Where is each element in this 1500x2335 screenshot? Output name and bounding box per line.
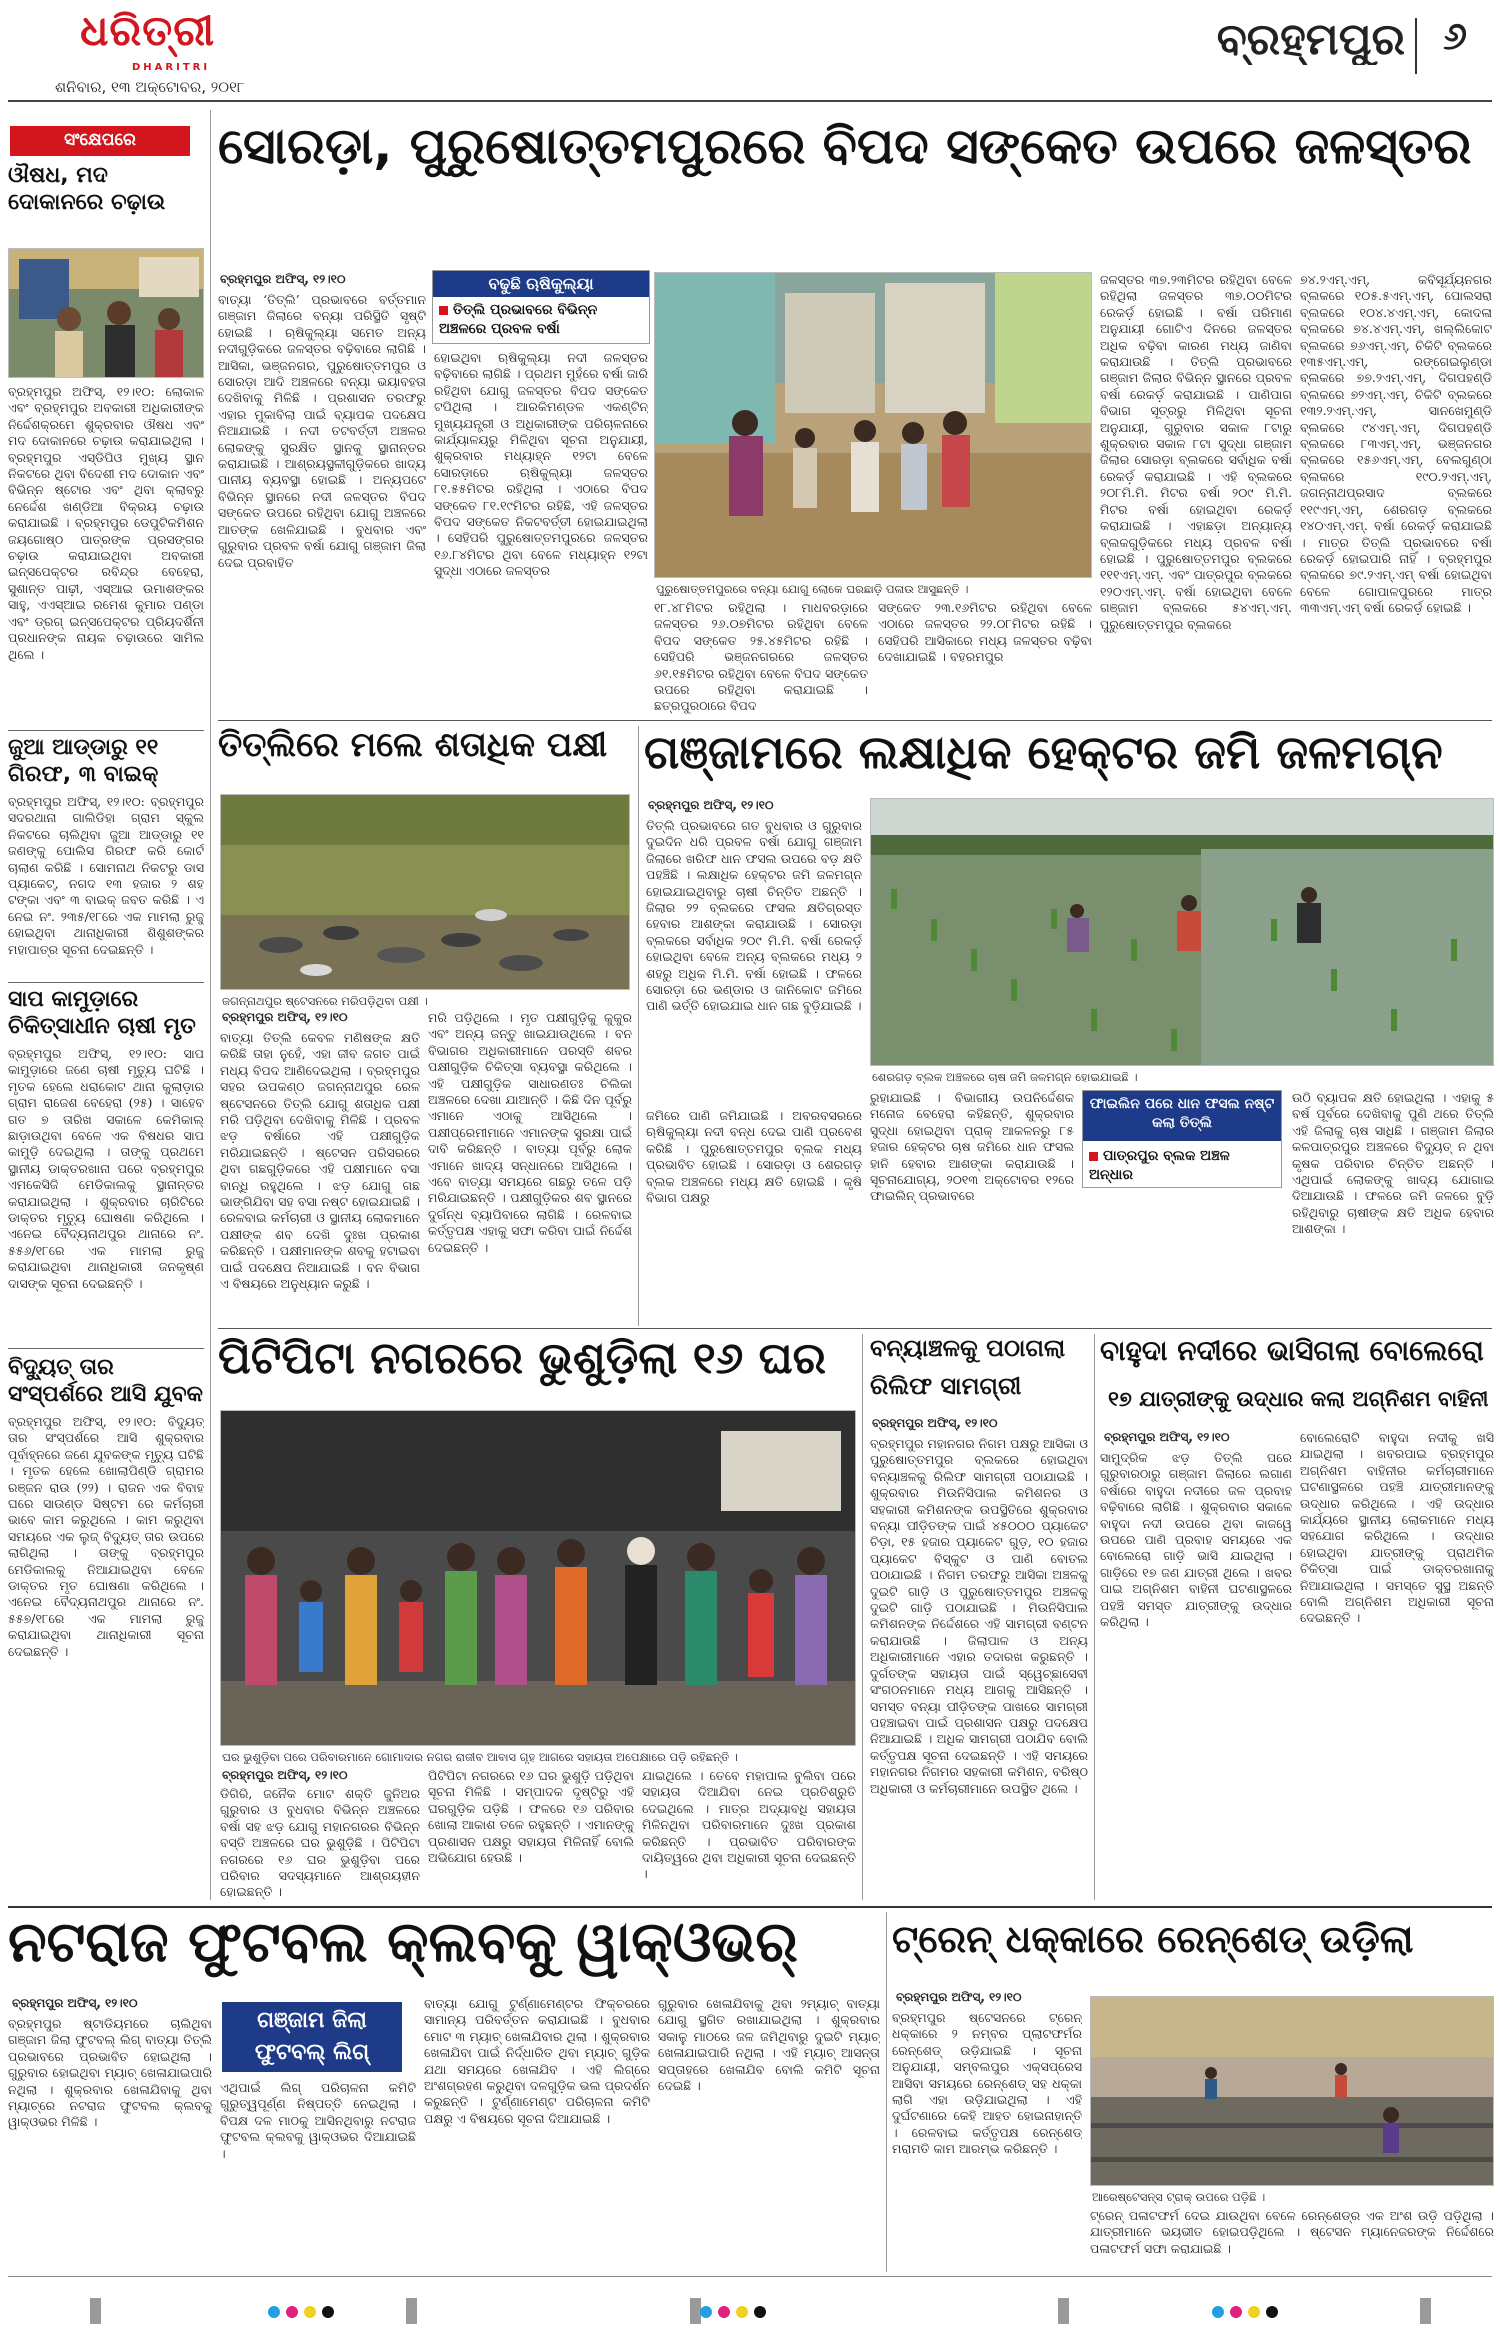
football-col4: ଗୁରୁବାର ଖେଳାଯିବାକୁ ଥିବା ୨ମ୍ୟାଚ୍ ବାତ୍ୟା ଯୋଗୁ ସ୍ଥଗିତ ରଖାଯାଇଥିଲା । ଶୁକ୍ରବାର ସକାଳୁ ମାଠରେ ଜଳ ଜମିଥିବାରୁ ଦୁଇଟି ମ୍ୟାଚ୍ ଖେଳାଯାଇପାରି ନଥିଲା । ଏହି ମ୍ୟାଚ୍ ଆସନ୍ତା ସପ୍ତାହରେ ଖେଳାଯିବ ବୋଲି କମିଟି ସୂଚନା ଦେଇଛି ।: [658, 1996, 880, 2094]
registration-dot-black: [754, 2306, 766, 2318]
lead-sidebar-title: ବଢୁଛି ଋଷିକୁଲ୍ୟା: [433, 271, 649, 297]
relief-headline-1: ବନ୍ୟାଞ୍ଚଳକୁ ପଠାଗଲା: [870, 1336, 1066, 1362]
train-col1: ବ୍ରହ୍ମପୁର ଷ୍ଟେସନରେ ଟ୍ରେନ୍ ଧକ୍କାରେ ୨ ନମ୍ବର ପ୍ଲାଟଫର୍ମର ରେନ୍ଶେଡ୍ ଉଡ଼ିଯାଇଛି । ସୂଚନା ଅନୁଯାୟୀ, ସମ୍ବଲପୁର ଏକ୍ସପ୍ରେସ ଆସିବା ସମୟରେ ରେନ୍ଶେଡ୍ ସହ ଧକ୍କା ଲାଗି ଏହା ଉଡ଼ିଯାଇଥିଲା । ଏହି ଦୁର୍ଘଟଣାରେ କେହି ଆହତ ହୋଇନାହାନ୍ତି । ରେଳବାଇ କର୍ତ୍ତୃପକ୍ଷ ରେନ୍ଶେଡ୍ ମରାମତି କାମ ଆରମ୍ଭ କରିଛନ୍ତି ।: [892, 2010, 1082, 2157]
football-train-rule: [886, 1912, 887, 2272]
bullet-square-icon: [1089, 1152, 1098, 1161]
brief-divider-1: [8, 730, 204, 731]
page-number: ୬: [1443, 14, 1467, 58]
brief-3-title: ସାପ କାମୁଡ଼ାରେ ଚିକିତ୍ସାଧୀନ ଚାଷୀ ମୃତ: [8, 987, 196, 1039]
lead-col3: ୧୮.୪୮ମିଟର ରହିଥିଲା । ମାଧବରଡ଼ାରେ ଜଳସ୍ତର ୨୬.୦୭ମିଟର ରହିଥିବା ବେଳେ ବିପଦ ସଙ୍କେତ ୨୫.୪୫ମିଟର ରହିଛି । ସେହିପରି ଭଞ୍ଜନଗରରେ ଜଳସ୍ତର ୬୧.୧୫ମିଟର ରହିଥିବା ବେଳେ ବିପଦ ସଙ୍କେତ ଉପରେ ରହିଥିବା କରାଯାଇଛି । ଛତ୍ରପୁରଠାରେ ବିପଦ: [654, 600, 868, 714]
crops-col3: ଜମିରେ ପାଣି ଜମିଯାଇଛି । ଅବରବସରରେ ଋଷିକୁଲ୍ୟା ନଦୀ ବନ୍ଧ ଦେଇ ପାଣି ପ୍ରବେଶ କରିଛି । ପୁରୁଷୋତ୍ତମପୁର ବ୍ଲକ ମଧ୍ୟ ପ୍ରଭାବିତ ହୋଇଛି । ସୋରଡ଼ା ଓ ଶେରଗଡ଼ ବ୍ଲକ ଅଞ୍ଚଳରେ ମଧ୍ୟ କ୍ଷତି ହୋଇଛି । କୃଷି ବିଭାଗ ପକ୍ଷରୁ: [646, 1108, 862, 1206]
registration-dot-black: [1266, 2306, 1278, 2318]
homeless-families-image: [221, 1411, 856, 1746]
lead-sidebar: [432, 270, 650, 344]
brief-1-photo: [8, 248, 204, 378]
relief-dateline: ବ୍ରହ୍ମପୁର ଅଫିସ୍, ୧୨।୧୦: [872, 1416, 998, 1430]
brief-4-title: ବିଦ୍ୟୁତ୍ ତାର ସଂସ୍ପର୍ଶରେ ଆସି ଯୁବକ: [8, 1355, 203, 1407]
crops-col1: ତିତ୍ଲି ପ୍ରଭାବରେ ଗତ ବୁଧବାର ଓ ଗୁରୁବାର ଦୁଇଦିନ ଧରି ପ୍ରବଳ ବର୍ଷା ଯୋଗୁ ଗଞ୍ଜାମ ଜିଲାରେ ଖରିଫ ଧାନ ଫସଲ ଉପରେ ବଡ଼ କ୍ଷତି ପହଞ୍ଚିଛି । ଲକ୍ଷାଧିକ ହେକ୍ଟର ଜମି ଜଳମଗ୍ନ ହୋଇଯାଇଥିବାରୁ ଚାଷୀ ଚିନ୍ତିତ ଅଛନ୍ତି । ଜିଲାର ୨୨ ବ୍ଲକରେ ଫସଲ କ୍ଷତିଗ୍ରସ୍ତ ହେବାର ଆଶଙ୍କା କରାଯାଉଛି । ସୋରଡ଼ା ବ୍ଲକରେ ସର୍ବାଧିକ ୨୦୯ ମି.ମି. ବର୍ଷା ରେକର୍ଡ଼ ହୋଇଥିବା ବେଳେ ଅନ୍ୟ ବ୍ଲକରେ ମଧ୍ୟ ୨ ଶହରୁ ଅଧିକ ମି.ମି. ବର୍ଷା ହୋଇଛି । ଫଳରେ ସୋରଡ଼ା ରେ ଭଣ୍ଡାର ଓ ଜାନିକୋଟ ଜମିରେ ପାଣି ଭର୍ତ୍ତି ହୋଇଯାଇ ଧାନ ଗଛ ବୁଡ଼ିଯାଇଛି ।: [646, 818, 862, 1014]
registration-dot-cyan: [1212, 2306, 1224, 2318]
football-headline: ନଟରାଜ ଫୁଟବଲ କ୍ଲବକୁ ୱାକ୍ଓଭର୍: [8, 1914, 798, 1975]
registration-dot-black: [322, 2306, 334, 2318]
brief-kicker: ସଂକ୍ଷେପରେ: [10, 126, 190, 156]
houses-col2: ପିଟିପିଟା ନଗରରେ ୧୬ ଘର ଭୁଶୁଡ଼ି ପଡ଼ିଥିବା ସୂଚନା ମିଳିଛି । ସମ୍ପାଦକ ଦୃଷ୍ଟିରୁ ଏହି ଘରଗୁଡ଼ିକ ପଡ଼ିଛି । ଫଳରେ ୧୬ ପରିବାର ଖୋଲା ଆକାଶ ତଳେ ରହୁଛନ୍ତି । ଏମାନଙ୍କୁ ପ୍ରଶାସନ ପକ୍ଷରୁ ସହାୟତା ମିଳିନାହିଁ ବୋଲି ଅଭିଯୋଗ ହେଉଛି ।: [428, 1768, 634, 1866]
football-col1: ବ୍ରହ୍ମପୁର ଷ୍ଟାଡିୟମରେ ଚାଲିଥିବା ଗଞ୍ଜାମ ଜିଲା ଫୁଟବଲ୍ ଲିଗ୍ ବାତ୍ୟା ତିତ୍ଲି ପ୍ରଭାବରେ ପ୍ରଭାବିତ ହୋଇଥିଲା । ଗୁରୁବାର ହୋଇଥିବା ମ୍ୟାଚ୍ ଖେଳାଯାଇପାରି ନଥିଲା । ଶୁକ୍ରବାର ଖେଳାଯିବାକୁ ଥିବା ମ୍ୟାଚ୍ରେ ନଟରାଜ ଫୁଟବଲ କ୍ଲବକୁ ୱାକ୍ଓଭର ମିଳିଛି ।: [8, 2016, 212, 2130]
birds-dateline: ବ୍ରହ୍ମପୁର ଅଫିସ୍, ୧୨।୧୦: [222, 1010, 348, 1024]
dead-birds-image: [221, 795, 630, 990]
logo: [80, 6, 300, 70]
crops-sidebar: [1082, 1090, 1282, 1188]
registration-block: [90, 2298, 101, 2324]
houses-col3: ଯାଇଥିଲେ । ତେବେ ମହାପାଲ ବୁଲିବା ପରେ ସହାୟତା ଦିଆଯିବା ନେଇ ପ୍ରତିଶ୍ରୁତି ଦେଇଥିଲେ । ମାତ୍ର ଅଦ୍ୟାବଧି ସହାୟତା ମିଳିନଥିବା ପରିବାରମାନେ ଦୁଃଖ ପ୍ରକାଶ କରିଛନ୍ତି । ପ୍ରଭାବିତ ପରିବାରଙ୍କ ଦାୟିତ୍ୱରେ ଥିବା ଅଧିକାରୀ ସୂଚନା ଦେଇଛନ୍ତି ।: [642, 1768, 856, 1882]
train-col2: ଟ୍ରେନ୍ ପଳାଟଫର୍ମ ଦେଇ ଯାଉଥିବା ବେଳେ ରେନ୍ଶେଡ୍ର ଏକ ଅଂଶ ଉଡ଼ି ପଡ଼ିଥିଲା । ଯାତ୍ରୀମାନେ ଭୟଭୀତ ହୋଇପଡ଼ିଥିଲେ । ଷ୍ଟେସନ ମ୍ୟାନେଜରଙ୍କ ନିର୍ଦ୍ଦେଶରେ ପଳାଟଫର୍ମ ସଫା କରାଯାଇଛି ।: [1090, 2208, 1494, 2256]
registration-dot-cyan: [268, 2306, 280, 2318]
brief-1-body: ବ୍ରହ୍ମପୁର ଅଫିସ୍, ୧୨।୧୦: ଲୋକାଳ ଏବଂ ବ୍ରହ୍ମପୁର ଅବକାରୀ ଅଧିକାରୀଙ୍କ ନିର୍ଦ୍ଦେଶକ୍ରମେ ଶୁକ୍ରବାର ଔଷଧ ଏବଂ ମଦ ଦୋକାନରେ ଚଢ଼ାଉ କରାଯାଇଥିଲା । ବ୍ରହ୍ମପୁର ଏସ୍ଡିପିଓ ମୁଖ୍ୟ ସ୍ଥାନ ନିକଟରେ ଥିବା ବିଦେଶୀ ମଦ ଦୋକାନ ଏବଂ ବିଭିନ୍ନ ଷ୍ଟୋର ଏବଂ ଥିବା କ୍ଲାବରୁ ନେର୍ଦ୍ଦେଶ ଖଣ୍ଡିଆ ବିକ୍ରୟ ଚଢ଼ାଉ କରାଯାଇଛି । ବ୍ରହ୍ମପୁର ଡେପୁଟିକମିଶନ ଜୟଗୋଷ୍ଠ ପାତ୍ରଙ୍କ ପ୍ରସଙ୍ଗର ଚଢ଼ାଉ କରାଯାଇଥିବା ଅବକାରୀ ଇନ୍ସପେକ୍ଟର ରବିନ୍ଦ୍ର ବେହେରା, ସୁଶାନ୍ତ ପାଢ଼ୀ, ଏସ୍ଆଇ ଉମାଶଙ୍କର ସାହୁ, ଏଏସ୍ଆଇ ରମେଶ କୁମାର ପଣ୍ଡା ଏବଂ ଡ୍ରଗ୍ ଇନ୍ସପେକ୍ଟର ପ୍ରିୟଦର୍ଶିନୀ ପ୍ରଧାନଙ୍କ ନାୟକ ଚଢ଼ାଉରେ ସାମିଲ ଥିଲେ ।: [8, 384, 204, 662]
crops-dateline: ବ୍ରହ୍ମପୁର ଅଫିସ୍, ୧୨।୧୦: [648, 798, 774, 812]
birds-headline: ତିତ୍ଲିରେ ମଲେ ଶତାଧିକ ପକ୍ଷୀ: [218, 728, 608, 765]
brief-2-body: ବ୍ରହ୍ମପୁର ଅଫିସ୍, ୧୨।୧୦: ବ୍ରହ୍ମପୁର ସଦରଥାନା ଗାଲିଡିହା ଗ୍ରାମ ସ୍କୁଲ ନିକଟରେ ଚାଲିଥିବା ଜୁଆ ଆଡ୍ଡାରୁ ୧୧ ଜଣଙ୍କୁ ପୋଲିସ ଗିରଫ କରି କୋର୍ଟ ଚାଲାଣ କରିଛି । ସୋମନାଥ ନିକଟରୁ ଡାସ ପ୍ୟାକେଟ୍, ନଗଦ ୧୩ ହଜାର ୨ ଶହ ଟଙ୍କା ଏବଂ ୩ ବାଇକ୍ ଜବତ କରିଛି । ଏ ନେଇ ନଂ. ୨୩୫/୧୮ରେ ଏକ ମାମଲା ରୁଜୁ ହୋଇଥିବା ଥାନାଧିକାରୀ ଶିଶୁଶଙ୍କର ମହାପାତ୍ର ସୂଚନା ଦେଇଛନ୍ତି ।: [8, 794, 204, 957]
lead-col4: ସଙ୍କେତ ୨୩.୧୬ମିଟର ରହିଥିବା ବେଳେ ଏଠାରେ ଜଳସ୍ତର ୨୨.୦୮ମିଟର ରହିଛି । ସେହିପରି ଆସିକାରେ ମଧ୍ୟ ଜଳସ୍ତର ବଢ଼ିବା ଦେଖାଯାଇଛି । ବହରମପୁର: [878, 600, 1092, 665]
birds-col1: ବାତ୍ୟା ତିତ୍ଲି କେବଳ ମଣିଷଙ୍କ କ୍ଷତି କରିଛି ତାହା ନୁହେଁ, ଏହା ଜୀବ ଜଗତ ପାଇଁ ମଧ୍ୟ ବିପଦ ଆଣିଦେଇଥିଲା । ବ୍ରହ୍ମପୁର ସହର ଉପକଣ୍ଠ ଜଗନ୍ନାଥପୁର ରେଳ ଷ୍ଟେସନରେ ତିତ୍ଲି ଯୋଗୁ ଶତାଧିକ ପକ୍ଷୀ ମରି ପଡ଼ିଥିବା ଦେଖିବାକୁ ମିଳିଛି । ପ୍ରବଳ ଝଡ଼ ବର୍ଷାରେ ଏହି ପକ୍ଷୀଗୁଡ଼ିକ ମରିଯାଇଛନ୍ତି । ଷ୍ଟେସନ ପରିସରରେ ଥିବା ଗଛଗୁଡ଼ିକରେ ଏହି ପକ୍ଷୀମାନେ ବସା ବାନ୍ଧି ରହୁଥିଲେ । ଝଡ଼ ଯୋଗୁ ଗଛ ଭାଙ୍ଗିଯିବା ସହ ବସା ନଷ୍ଟ ହୋଇଯାଇଛି । ରେଳବାଇ କର୍ମଚାରୀ ଓ ସ୍ଥାନୀୟ ଲୋକମାନେ ପକ୍ଷୀଙ୍କ ଶବ ଦେଖି ଦୁଃଖ ପ୍ରକାଶ କରିଛନ୍ତି । ପକ୍ଷୀମାନଙ୍କ ଶବକୁ ହଟାଇବା ପାଇଁ ପଦକ୍ଷେପ ନିଆଯାଇଛି । ବନ ବିଭାଗ ଏ ବିଷୟରେ ଅନୁଧ୍ୟାନ କରୁଛି ।: [220, 1030, 420, 1292]
issue-date: ଶନିବାର, ୧୩ ଅକ୍ଟୋବର, ୨୦୧୮: [55, 78, 245, 96]
registration-block: [406, 2298, 417, 2324]
birds-photo-caption: ଜଗନ୍ନାଥପୁର ଷ୍ଟେସନରେ ମରିପଡ଼ିଥିବା ପକ୍ଷୀ ।: [222, 994, 428, 1008]
brief-divider-2: [8, 982, 204, 983]
registration-block: [1420, 2298, 1431, 2324]
football-col3: ବାତ୍ୟା ଯୋଗୁ ଟୁର୍ଣ୍ଣାମେଣ୍ଟର ଫିକ୍ଚରରେ ସାମାନ୍ୟ ପରିବର୍ତ୍ତନ କରାଯାଇଛି । ବୁଧବାର ମୋଟ ୩ ମ୍ୟାଚ୍ ଖେଳାଯିବାର ଥିଲା । ଶୁକ୍ରବାର ଖେଳାଯିବା ପାଇଁ ନିର୍ଦ୍ଧାରିତ ଥିବା ମ୍ୟାଚ୍ ଗୁଡ଼ିକ ଯଥା ସମୟରେ ଖେଳାଯିବ । ଏହି ଲିଗ୍ରେ ଅଂଶଗ୍ରହଣ କରୁଥିବା ଦଳଗୁଡ଼ିକ ଭଲ ପ୍ରଦର୍ଶନ କରୁଛନ୍ତି । ଟୁର୍ଣ୍ଣାମେଣ୍ଟ ପରିଚାଳନା କମିଟି ପକ୍ଷରୁ ଏ ବିଷୟରେ ସୂଚନା ଦିଆଯାଇଛି ।: [424, 1996, 650, 2126]
houses-headline: ପିଟିପିଟା ନଗରରେ ଭୁଶୁଡ଼ିଲା ୧୬ ଘର: [218, 1336, 827, 1384]
brief-column-rule: [210, 110, 211, 1900]
lead-sidebar-bullet: ତିତ୍ଲି ପ୍ରଭାବରେ ବିଭିନ୍ନ ଅଞ୍ଚଳରେ ପ୍ରବଳ ବର୍ଷା: [439, 302, 598, 337]
train-dateline: ବ୍ରହ୍ମପୁର ଅଫିସ୍, ୧୨।୧୦: [896, 1990, 1022, 2004]
masthead-rule: [8, 100, 1492, 102]
registration-dot-yellow: [736, 2306, 748, 2318]
relief-body: ବ୍ରହ୍ମପୁର ମହାନଗର ନିଗମ ପକ୍ଷରୁ ଆସିକା ଓ ପୁରୁଷୋତ୍ତମପୁର ବ୍ଲକରେ ହୋଇଥିବା ବନ୍ୟାଞ୍ଚଳକୁ ରିଲିଫ ସାମଗ୍ରୀ ପଠାଯାଇଛି । ଶୁକ୍ରବାର ମିଉନିସିପାଲ କମିଶନର ଓ ସହକାରୀ କମିଶନଙ୍କ ଉପସ୍ଥିତିରେ ଶୁକ୍ରବାର ବନ୍ୟା ପୀଡ଼ିତଙ୍କ ପାଇଁ ୪୫୦୦୦ ପ୍ୟାକେଟ ଚିଡ଼ା, ୧୫ ହଜାର ପ୍ୟାକେଟ ଗୁଡ଼, ୧୦ ହଜାର ପ୍ୟାକେଟ ବିସ୍କୁଟ ଓ ପାଣି ବୋତଲ ପଠାଯାଇଛି । ନିଗମ ତରଫରୁ ଆସିକା ଅଞ୍ଚଳକୁ ଦୁଇଟି ଗାଡ଼ି ଓ ପୁରୁଷୋତ୍ତମପୁର ଅଞ୍ଚଳକୁ ଦୁଇଟି ଗାଡ଼ି ପଠାଯାଇଛି । ମିଉନିସିପାଲ କମିଶନଙ୍କ ନିର୍ଦ୍ଦେଶରେ ଏହି ସାମଗ୍ରୀ ବଣ୍ଟନ କରାଯାଉଛି । ଜିଲାପାଳ ଓ ଅନ୍ୟ ଅଧିକାରୀମାନେ ଏହାର ତଦାରଖ କରୁଛନ୍ତି । ଦୁର୍ଗତଙ୍କ ସହାୟତା ପାଇଁ ସ୍ୱେଚ୍ଛାସେବୀ ସଂଗଠନମାନେ ମଧ୍ୟ ଆଗକୁ ଆସିଛନ୍ତି । ସମସ୍ତ ବନ୍ୟା ପୀଡ଼ିତଙ୍କ ପାଖରେ ସାମଗ୍ରୀ ପହଞ୍ଚାଇବା ପାଇଁ ପ୍ରଶାସନ ପକ୍ଷରୁ ପଦକ୍ଷେପ ନିଆଯାଇଛି । ଅଧିକ ସାମଗ୍ରୀ ପଠାଯିବ ବୋଲି କର୍ତ୍ତୃପକ୍ଷ ସୂଚନା ଦେଇଛନ୍ତି । ଏହି ସମୟରେ ମହାନଗର ନିଗମର ସହକାରୀ କମିଶନ, ବରିଷ୍ଠ ଅଧିକାରୀ ଓ କର୍ମଚାରୀମାନେ ଉପସ୍ଥିତ ଥିଲେ ।: [870, 1436, 1088, 1796]
train-photo-caption: ଆରେଷ୍ଟେସନ୍ସ ଟ୍ରାକ୍ ଉପରେ ପଡ଼ିଛି ।: [1092, 2190, 1266, 2204]
crops-col4: ଉଠି ବ୍ୟାପକ କ୍ଷତି ହୋଇଥିଲା । ଏହାକୁ ୫ ବର୍ଷ ପୂର୍ବରେ ଦେଖିବାକୁ ପୁଣି ଥରେ ତିତ୍ଲି ଏହି ଜିଲାକୁ ଚାଷ ସାଧିଛି । ଗଞ୍ଜାମ ଜିଲାର କଳପାତ୍ରପୁର ଅଞ୍ଚଳରେ ବିଦ୍ୟୁତ୍ ନ ଥିବା କୃଷକ ପରିବାର ଚିନ୍ତିତ ଅଛନ୍ତି । ଏଥିପାଇଁ ଲୋକଙ୍କୁ ଖାଦ୍ୟ ଯୋଗାଇ ଦିଆଯାଉଛି । ଫଳରେ ଜମି ଜଳରେ ବୁଡ଼ି ରହିଥିବାରୁ ଚାଷୀଙ୍କ କ୍ଷତି ଅଧିକ ହେବାର ଆଶଙ୍କା ।: [1292, 1090, 1494, 1237]
football-box-line1: ଗଞ୍ଜାମ ଜିଲା: [222, 2005, 402, 2037]
houses-photo: [220, 1410, 856, 1746]
railway-platform-image: [1091, 1997, 1494, 2186]
masthead: [0, 0, 1500, 100]
flooded-paddy-image: [871, 799, 1494, 1066]
lead-bottom-rule: [218, 720, 1492, 721]
relief-bolero-rule: [1094, 1334, 1095, 1900]
lead-col6: ୭୪.୨ଏମ୍.ଏମ୍, କବିସୂର୍ଯ୍ୟନଗର ବ୍ଲକରେ ୧୦୫.୫ଏମ୍.ଏମ୍, ପୋଲସରା ବ୍ଲକରେ ୧୦୪.୪ଏମ୍.ଏମ୍, କୋଦଳା ବ୍ଲକରେ ୭୪.୪ଏମ୍.ଏମ୍, ଖଲ୍ଲିକୋଟ ବ୍ଲକରେ ୭୬ଏମ୍.ଏମ୍, ଚିକିଟି ବ୍ଲକରେ ୧୩୫ଏମ୍.ଏମ୍, ରଙ୍ଗେଇଲୁଣ୍ଡା ବ୍ଲକରେ ୭୭.୨ଏମ୍.ଏମ୍, ଦିଗପହଣ୍ଡି ବ୍ଲକରେ ୭୨ଏମ୍.ଏମ୍, ଚିକିଟି ବ୍ଲକରେ ୧୩୨.୨ଏମ୍.ଏମ୍, ସାନଖେମୁଣ୍ଡି ବ୍ଲକରେ ୯୪ଏମ୍.ଏମ୍, ଦିଗପହଣ୍ଡି ବ୍ଲକରେ ୮୩ଏମ୍.ଏମ୍, ଭଞ୍ଜନଗର ବ୍ଲକରେ ୧୫୬ଏମ୍.ଏମ୍, ବେଲଗୁଣ୍ଠା ବ୍ଲକରେ ୧୯୦.୨ଏମ୍.ଏମ୍, ଜଗନ୍ନାଥପ୍ରସାଦ ବ୍ଲକରେ ୧୧୯ଏମ୍.ଏମ୍, ଶେରଗଡ଼ ବ୍ଲକରେ ୧୪୦ଏମ୍.ଏମ୍. ବର୍ଷା ରେକର୍ଡ଼ କରାଯାଇଛି । ମାତ୍ର ତିତ୍ଲି ପ୍ରଭାବରେ ବର୍ଷା ରେକର୍ଡ଼ ହୋଇପାରି ନାହିଁ । ବ୍ରହ୍ମପୁର ବ୍ଲକରେ ୭୯.୨ଏମ୍.ଏମ୍ ବର୍ଷା ହୋଇଥିବା ବେଳେ ଗୋପାଳପୁରରେ ମାତ୍ର ୩୩ଏମ୍.ଏମ୍ ବର୍ଷା ରେକର୍ଡ଼ ହୋଇଛି ।: [1300, 272, 1492, 616]
houses-col1: ଡିଗିରି, ଜନୈକ ମୋଟ ଶକ୍ତି ଜୁନିଅର ଗୁରୁବାର ଓ ବୁଧବାର ବିଭିନ୍ନ ଅଞ୍ଚଳରେ ବର୍ଷା ସହ ଝଡ଼ ଯୋଗୁ ମହାନଗରର ବିଭିନ୍ନ ବସ୍ତି ଅଞ୍ଚଳରେ ଘର ଭୁଶୁଡ଼ିଛି । ପିଟିପିଟା ନଗରରେ ୧୬ ଘର ଭୁଶୁଡ଼ିବା ପରେ ପରିବାର ସଦସ୍ୟମାନେ ଆଶ୍ରୟହୀନ ହୋଇଛନ୍ତି ।: [220, 1786, 420, 1900]
crops-sidebar-bullet: ପାତ୍ରପୁର ବ୍ଲକ ଅଞ୍ଚଳ ଅନ୍ଧାର: [1089, 1148, 1230, 1183]
registration-dot-yellow: [1248, 2306, 1260, 2318]
brief-3-body: ବ୍ରହ୍ମପୁର ଅଫିସ୍, ୧୨।୧୦: ସାପ କାମୁଡ଼ାରେ ଜଣେ ଚାଷୀ ମୃତ୍ୟୁ ଘଟିଛି । ମୃତକ ହେଲେ ଧରାକୋଟ ଥାନା କୁଲାଡ଼ାର ଗ୍ରାମ ରାଜେଶ ବେହେରା (୨୫) । ସାହେବ ଗତ ୭ ତାରିଖ ସକାଳେ କେମିକାଲ୍ ଛାଡ଼ାଉଥିବା ବେଳେ ଏକ ବିଷଧର ସାପ କାମୁଡ଼ି ଦେଇଥିଲା । ତାଙ୍କୁ ପ୍ରଥମେ ସ୍ଥାନୀୟ ଡାକ୍ତରଖାନା ପରେ ବ୍ରହ୍ମପୁର ଏମକେସିଜି ମେଡିକାଲକୁ ସ୍ଥାନାନ୍ତର କରାଯାଇଥିଲା । ଶୁକ୍ରବାର ଚାରିଟିରେ ଡାକ୍ତର ମୃତ୍ୟୁ ଘୋଷଣା କରିଥିଲେ । ଏନେଇ ବୈଦ୍ୟନାଥପୁର ଥାନାରେ ନଂ. ୫୫୬/୧୮ରେ ଏକ ମାମଲା ରୁଜୁ କରାଯାଇଥିବା ଥାନାଧିକାରୀ ଜନକୃଷ୍ଣ ଦାସଙ୍କ ସୂଚନା ଦେଇଛନ୍ତି ।: [8, 1046, 204, 1291]
lead-headline: ସୋରଡ଼ା, ପୁରୁଷୋତ୍ତମପୁରରେ ବିପଦ ସଙ୍କେତ ଉପରେ ଜଳସ୍ତର: [218, 120, 1472, 175]
train-photo: [1090, 1996, 1494, 2186]
football-box-line2: ଫୁଟବଲ୍ ଲିଗ୍: [222, 2037, 402, 2069]
footer-rule: [8, 2276, 1492, 2277]
shop-raid-image: [9, 249, 204, 378]
brief-divider-3: [8, 1348, 204, 1349]
city-divider: [1415, 18, 1417, 74]
football-col2: ଏଥିପାଇଁ ଲିଗ୍ ପରିଚାଳନା କମିଟି ଗୁରୁତ୍ୱପୂର୍ଣ୍ଣ ନିଷ୍ପତ୍ତି ନେଇଥିଲା । ବିପକ୍ଷ ଦଳ ମାଠକୁ ଆସିନଥିବାରୁ ନଟରାଜ ଫୁଟବଲ କ୍ଲବକୁ ୱାକ୍ଓଭର ଦିଆଯାଇଛି ।: [220, 2080, 416, 2161]
houses-relief-rule: [862, 1334, 863, 1900]
relief-headline-2: ରିଲିଫ ସାମଗ୍ରୀ: [870, 1374, 1022, 1400]
bolero-dateline: ବ୍ରହ୍ମପୁର ଅଫିସ୍, ୧୨।୧୦: [1104, 1430, 1230, 1444]
flood-street-image: [655, 273, 1092, 578]
houses-dateline: ବ୍ରହ୍ମପୁର ଅଫିସ୍, ୧୨।୧୦: [222, 1768, 348, 1782]
registration-dot-magenta: [286, 2306, 298, 2318]
birds-crops-rule: [638, 726, 639, 1326]
logo-text: ଧରିତ୍ରୀ: [80, 6, 216, 55]
lead-dateline: ବ୍ରହ୍ମପୁର ଅଫିସ୍, ୧୨।୧୦: [220, 272, 346, 286]
bolero-col1: ସାମୁଦ୍ରିକ ଝଡ଼ ତିତ୍ଲି ପରେ ଗୁରୁବାରଠାରୁ ଗଞ୍ଜାମ ଜିଲାରେ ଲଗାଣ ବର୍ଷାରେ ବାହୁଦା ନଦୀରେ ଜଳ ପ୍ରବାହ ବଢ଼ିବାରେ ଲାଗିଛି । ଶୁକ୍ରବାର ସକାଳେ ବାହୁଦା ନଦୀ ଉପରେ ଥିବା କାଜୱେ ଉପରେ ପାଣି ପ୍ରବାହ ସମୟରେ ଏକ ବୋଲେରୋ ଗାଡ଼ି ଭାସି ଯାଇଥିଲା । ଗାଡ଼ିରେ ୧୭ ଜଣ ଯାତ୍ରୀ ଥିଲେ । ଖବର ପାଇ ଅଗ୍ନିଶମ ବାହିନୀ ଘଟଣାସ୍ଥଳରେ ପହଞ୍ଚି ସମସ୍ତ ଯାତ୍ରୀଙ୍କୁ ଉଦ୍ଧାର କରିଥିଲା ।: [1100, 1450, 1292, 1630]
lower-rule: [8, 1906, 1492, 1908]
brief-1-title: ଔଷଧ, ମଦ ଦୋକାନରେ ଚଢ଼ାଉ: [8, 163, 166, 215]
train-headline: ଟ୍ରେନ୍ ଧକ୍କାରେ ରେନ୍ଶେଡ୍ ଉଡ଼ିଲା: [892, 1920, 1414, 1961]
birds-photo: [220, 794, 630, 990]
crops-col2: ରୁହାଯାଇଛି । ବିଭାଗୀୟ ଉପନିର୍ଦ୍ଦେଶକ ମନୋଜ ବେହେରା କହିଛନ୍ତି, ଶୁକ୍ରବାର ସୁଦ୍ଧା ହୋଇଥିବା ପ୍ରାକ୍ ଆକଳନରୁ ୮୫ ହଜାର ହେକ୍ଟର ଚାଷ ଜମିରେ ଧାନ ଫସଲ ହାନି ହେବାର ଆଶଙ୍କା କରାଯାଉଛି । ସୂଚନାଯୋଗ୍ୟ, ୨୦୧୩ ଅକ୍ଟୋବର ୧୨ରେ ଫାଇଲିନ୍ ପ୍ରଭାବରେ: [870, 1090, 1074, 1204]
lead-photo-caption: ପୁରୁଷୋତ୍ତମପୁରରେ ବନ୍ୟା ଯୋଗୁ ଲୋକେ ଘରଛାଡ଼ି ପଳାଉ ଆସୁଛନ୍ତି ।: [656, 582, 969, 596]
registration-dot-cyan: [700, 2306, 712, 2318]
crops-photo-caption: ଶେରଗଡ଼ ବ୍ଲକ ଅଞ୍ଚଳରେ ଚାଷ ଜମି ଜଳମଗ୍ନ ହୋଇଯାଇଛି ।: [872, 1070, 1138, 1084]
registration-dot-magenta: [1230, 2306, 1242, 2318]
football-box: [222, 2002, 402, 2072]
lead-photo: [654, 272, 1092, 578]
houses-photo-caption: ଘର ଭୁଶୁଡ଼ିବା ପରେ ପରିବାରମାନେ ଗୋମାଦାର ନଗର ରାଜୀବ ଆବାସ ଗୃହ ଆଗରେ ସହାୟତା ଅପେକ୍ଷାରେ ପଡ଼ି ରହିଛନ୍ତି ।: [222, 1750, 738, 1764]
bolero-subhead: ୧୭ ଯାତ୍ରୀଙ୍କୁ ଉଦ୍ଧାର କଲା ଅଗ୍ନିଶମ ବାହିନୀ: [1108, 1388, 1489, 1411]
football-dateline: ବ୍ରହ୍ମପୁର ଅଫିସ୍, ୧୨।୧୦: [12, 1996, 138, 2010]
crops-sidebar-title: ଫାଇଲିନ ପରେ ଧାନ ଫସଲ ନଷ୍ଟ କଲା ତିତ୍ଲି: [1083, 1091, 1281, 1141]
bullet-square-icon: [439, 306, 448, 315]
lead-col1: ବାତ୍ୟା ‘ତିତ୍ଲି’ ପ୍ରଭାବରେ ବର୍ତ୍ତମାନ ଗଞ୍ଜାମ ଜିଲାରେ ବନ୍ୟା ପରିସ୍ଥିତି ସୃଷ୍ଟି ହୋଇଛି । ଋଷିକୁଲ୍ୟା ସମେତ ଅନ୍ୟ ନଦୀଗୁଡ଼ିକରେ ଜଳସ୍ତର ବଢ଼ିବାରେ ଲାଗିଛି । ଆସିକା, ଭଞ୍ଜନଗର, ପୁରୁଷୋତ୍ତମପୁର ଓ ସୋରଡ଼ା ଆଦି ଅଞ୍ଚଳରେ ବନ୍ୟା ଭୟାବହତା ଦେଖିବାକୁ ମିଳିଛି । ପ୍ରଶାସନ ତରଫରୁ ଏହାର ମୁକାବିଲା ପାଇଁ ବ୍ୟାପକ ପଦକ୍ଷେପ ନିଆଯାଇଛି । ନଦୀ ତଟବର୍ତ୍ତୀ ଅଞ୍ଚଳର ଲୋକଙ୍କୁ ସୁରକ୍ଷିତ ସ୍ଥାନକୁ ସ୍ଥାନାନ୍ତର କରାଯାଇଛି । ଆଶ୍ରୟସ୍ଥଳୀଗୁଡ଼ିକରେ ଖାଦ୍ୟ ପାନୀୟ ବ୍ୟବସ୍ଥା ହୋଇଛି । ଅନ୍ୟପଟେ ବିଭିନ୍ନ ସ୍ଥାନରେ ନଦୀ ଜଳସ୍ତର ବିପଦ ସଙ୍କେତ ଉପରେ ରହିଥିବା ଯୋଗୁ ଅଞ୍ଚଳରେ ଆତଙ୍କ ଖେଳିଯାଇଛି । ବୁଧବାର ଏବଂ ଗୁରୁବାର ପ୍ରବଳ ବର୍ଷା ଯୋଗୁ ଗଞ୍ଜାମ ଜିଲା ଦେଇ ପ୍ରବାହିତ: [218, 292, 426, 570]
bolero-col2: ବୋଲେରୋଟି ବାହୁଦା ନଦୀକୁ ଖସି ଯାଇଥିଲା । ଖବରପାଇ ବ୍ରହ୍ମପୁର ଅଗ୍ନିଶମ ବାହିନୀର କର୍ମଚାରୀମାନେ ଘଟଣାସ୍ଥଳରେ ପହଞ୍ଚି ଯାତ୍ରୀମାନଙ୍କୁ ଉଦ୍ଧାର କରିଥିଲେ । ଏହି ଉଦ୍ଧାର କାର୍ଯ୍ୟରେ ସ୍ଥାନୀୟ ଲୋକମାନେ ମଧ୍ୟ ସହଯୋଗ କରିଥିଲେ । ଉଦ୍ଧାର ହୋଇଥିବା ଯାତ୍ରୀଙ୍କୁ ପ୍ରାଥମିକ ଚିକିତ୍ସା ପାଇଁ ଡାକ୍ତରଖାନାକୁ ନିଆଯାଇଥିଲା । ସମସ୍ତେ ସୁସ୍ଥ ଅଛନ୍ତି ବୋଲି ଅଗ୍ନିଶମ ଅଧିକାରୀ ସୂଚନା ଦେଇଛନ୍ତି ।: [1300, 1430, 1494, 1626]
mid-rule: [218, 1328, 1492, 1329]
brief-2-title: ଜୁଆ ଆଡ୍ଡାରୁ ୧୧ ଗିରଫ, ୩ ବାଇକ୍: [8, 735, 159, 787]
lead-col2: ହୋଇଥିବା ଋଷିକୁଲ୍ୟା ନଦୀ ଜଳସ୍ତର ବଢ଼ିବାରେ ଲାଗିଛି । ପ୍ରଥମ ମୁହଁରେ ବର୍ଷା ଜାରି ରହିଥିବା ଯୋଗୁ ଜଳସ୍ତର ବିପଦ ସଙ୍କେତ ଟପିଥିଲା । ଆରକିମଣ୍ଡଳ ଏକଣ୍ଟିନ୍ ମୁଖ୍ୟଯନ୍ତ୍ରୀ ଓ ଅଧିକାରୀଙ୍କ ପରିଚାଳନାରେ କାର୍ଯ୍ୟାଳୟରୁ ମିଳିଥିବା ସୂଚନା ଅନୁଯାୟୀ, ଶୁକ୍ରବାର ମଧ୍ୟାହ୍ନ ୧୨ଟା ବେଳେ ସୋରଡ଼ାରେ ଋଷିକୁଲ୍ୟା ଜଳସ୍ତର ୮୧.୫୫ମିଟର ରହିଥିଲା । ଏଠାରେ ବିପଦ ସଙ୍କେତ ୮୧.୧୯ମିଟର ରହିଛି, ଏହି ଜଳସ୍ତର ବିପଦ ସଙ୍କେତ ନିକଟବର୍ତ୍ତୀ ହୋଇଯାଇଥିଲା । ସେହିପରି ପୁରୁଷୋତ୍ତମପୁରରେ ଜଳସ୍ତର ୧୬.୮୪ମିଟର ଥିବା ବେଳେ ମଧ୍ୟାହ୍ନ ୧୨ଟା ସୁଦ୍ଧା ଏଠାରେ ଜଳସ୍ତର: [434, 350, 648, 579]
crops-photo: [870, 798, 1494, 1066]
birds-col2: ମରି ପଡ଼ିଥିଲେ । ମୃତ ପକ୍ଷୀଗୁଡ଼ିକୁ କୁକୁର ଏବଂ ଅନ୍ୟ ଜନ୍ତୁ ଖାଇଯାଉଥିଲେ । ବନ ବିଭାଗର ଅଧିକାରୀମାନେ ପରସ୍ତି ଶବର ପକ୍ଷୀଗୁଡ଼ିକ ଚିକିତ୍ସା ବ୍ୟବସ୍ଥା କରିଥିଲେ । ଏହି ପକ୍ଷୀଗୁଡ଼ିକ ସାଧାରଣତଃ ଚିଲିକା ଅଞ୍ଚଳରେ ଦେଖା ଯାଆନ୍ତି । କିଛି ଦିନ ପୂର୍ବରୁ ଏମାନେ ଏଠାକୁ ଆସିଥିଲେ । ପକ୍ଷୀପ୍ରେମୀମାନେ ଏମାନଙ୍କ ସୁରକ୍ଷା ପାଇଁ ଦାବି କରିଛନ୍ତି । ବାତ୍ୟା ପୂର୍ବରୁ ଲୋକ ଏମାନେ ଖାଦ୍ୟ ସନ୍ଧାନରେ ଆସିଥିଲେ । ଏବେ ବାତ୍ୟା ସମୟରେ ଗଛରୁ ତଳେ ପଡ଼ି ମରିଯାଇଛନ୍ତି । ପକ୍ଷୀଗୁଡ଼ିକର ଶବ ସ୍ଥାନରେ ଦୁର୍ଗନ୍ଧ ବ୍ୟାପିବାରେ ଲାଗିଛି । ରେଳବାଇ କର୍ତ୍ତୃପକ୍ଷ ଏହାକୁ ସଫା କରିବା ପାଇଁ ନିର୍ଦ୍ଦେଶ ଦେଇଛନ୍ତି ।: [428, 1010, 632, 1255]
registration-dot-yellow: [304, 2306, 316, 2318]
lead-col5: ଜଳସ୍ତର ୩୭.୨୩ମିଟର ରହିଥିବା ବେଳେ ରହିଥିଲା ଜଳସ୍ତର ୩୭.୦୦ମିଟର ରେକର୍ଡ଼ ହୋଇଛି । ବର୍ଷା ପରିମାଣ ଅନୁଯାୟୀ ଗୋଟିଏ ଦିନରେ ଜଳସ୍ତର ଅଧିକ ବଢ଼ିବା କାରଣ ମଧ୍ୟ ଜାଣିବା କରାଯାଉଛି । ତିତ୍ଲି ପ୍ରଭାବରେ ଗଞ୍ଜାମ ଜିଲାର ବିଭିନ୍ନ ସ୍ଥାନରେ ପ୍ରବଳ ବର୍ଷା ରେକର୍ଡ଼ କରାଯାଇଛି । ପାଣିପାଗ ବିଭାଗ ସୂତ୍ରରୁ ମିଳିଥିବା ସୂଚନା ଅନୁଯାୟୀ, ଗୁରୁବାର ସକାଳ ୮ଟାରୁ ଶୁକ୍ରବାର ସକାଳ ୮ଟା ସୁଦ୍ଧା ଗଞ୍ଜାମ ଜିଲାର ସୋରଡ଼ା ବ୍ଲକରେ ସର୍ବାଧିକ ବର୍ଷା ରେକର୍ଡ଼ କରାଯାଇଛି । ଏହି ବ୍ଲକରେ ୨୦୮ମି.ମି. ମିଟର ବର୍ଷା ୨୦୯ ମି.ମି. ମିଟର ବର୍ଷା ହୋଇଥିବା ରେକର୍ଡ଼ କରାଯାଇଛି । ଏହାଛଡ଼ା ଅନ୍ୟାନ୍ୟ ବ୍ଲକଗୁଡ଼ିକରେ ମଧ୍ୟ ପ୍ରବଳ ବର୍ଷା ହୋଇଛି । ପୁରୁଷୋତ୍ତମପୁର ବ୍ଲକରେ ୧୧୧ଏମ୍.ଏମ୍. ଏବଂ ପାତ୍ରପୁର ବ୍ଲକରେ ୧୨୦ଏମ୍.ଏମ୍. ବର୍ଷା ହୋଇଥିବା ବେଳେ ଗଞ୍ଜାମ ବ୍ଲକରେ ୫୪ଏମ୍.ଏମ୍. ପୁରୁଷୋତ୍ତମପୁର ବ୍ଲକରେ: [1100, 272, 1292, 632]
brief-4-body: ବ୍ରହ୍ମପୁର ଅଫିସ୍, ୧୨।୧୦: ବିଦ୍ୟୁତ୍ ତାର ସଂସ୍ପର୍ଶରେ ଆସି ଶୁକ୍ରବାର ପୂର୍ବାହ୍ନରେ ଜଣେ ଯୁବକଙ୍କ ମୃତ୍ୟୁ ଘଟିଛି । ମୃତକ ହେଲେ ଖୋଲାପିଣ୍ଡି ଗ୍ରାମର ରଞ୍ଜନ ରାଉ (୨୨) । ରାଜନ ଏକ ବିବାହ ଘରେ ସାଉଣ୍ଡ ସିଷ୍ଟମ ରେ କର୍ମଚାରୀ ଭାବେ କାମ କରୁଥିଲେ । କାମ କରୁଥିବା ସମୟରେ ଏକ ଲୁଜ୍ ବିଦ୍ୟୁତ୍ ତାର ଉପରେ ଲାଗିଥିଲା । ତାଙ୍କୁ ବ୍ରହ୍ମପୁର ମେଡିକାଲକୁ ନିଆଯାଇଥିବା ବେଳେ ଡାକ୍ତର ମୃତ ଘୋଷଣା କରିଥିଲେ । ଏନେଇ ବୈଦ୍ୟନାଥପୁର ଥାନାରେ ନଂ. ୫୫୭/୧୮ରେ ଏକ ମାମଲା ରୁଜୁ କରାଯାଇଥିବା ଥାନାଧିକାରୀ ସୂଚନା ଦେଇଛନ୍ତି ।: [8, 1414, 204, 1659]
logo-subtitle: DHARITRI: [132, 62, 211, 73]
registration-block: [1058, 2298, 1069, 2324]
crops-headline: ଗଞ୍ଜାମରେ ଲକ୍ଷାଧିକ ହେକ୍ଟର ଜମି ଜଳମଗ୍ନ: [644, 728, 1443, 779]
registration-dot-magenta: [718, 2306, 730, 2318]
page-city: ବ୍ରହ୍ମପୁର: [1216, 14, 1405, 65]
bolero-headline: ବାହୁଦା ନଦୀରେ ଭାସିଗଲା ବୋଲେରୋ: [1100, 1336, 1484, 1367]
